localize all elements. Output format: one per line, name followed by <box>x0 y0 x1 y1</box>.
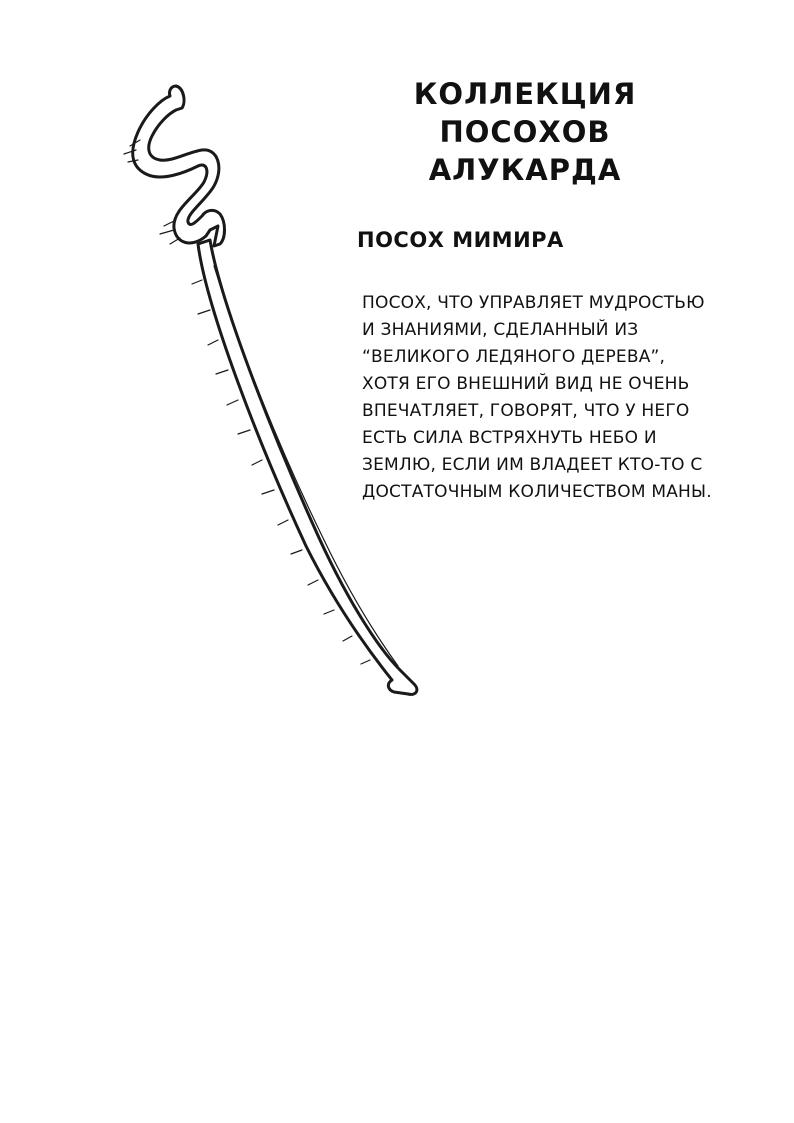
description-line-5: ВПЕЧАТЛЯЕТ, ГОВОРЯТ, ЧТО У НЕГО <box>362 401 690 421</box>
description-line-6: ЕСТЬ СИЛА ВСТРЯХНУТЬ НЕБО И <box>362 428 657 448</box>
description-line-8: ДОСТАТОЧНЫМ КОЛИЧЕСТВОМ МАНЫ. <box>362 482 712 502</box>
title-line-3: АЛУКАРДА <box>428 153 622 187</box>
description-line-1: ПОСОХ, ЧТО УПРАВЛЯЕТ МУДРОСТЬЮ <box>362 293 705 313</box>
description-line-7: ЗЕМЛЮ, ЕСЛИ ИМ ВЛАДЕЕТ КТО-ТО С <box>362 455 703 475</box>
description-line-4: ХОТЯ ЕГО ВНЕШНИЙ ВИД НЕ ОЧЕНЬ <box>362 374 690 394</box>
staff-name-heading: ПОСОХ МИМИРА <box>357 228 564 252</box>
staff-curled-top <box>133 86 225 246</box>
description-line-2: И ЗНАНИЯМИ, СДЕЛАННЫЙ ИЗ <box>362 320 639 340</box>
collection-title <box>390 75 660 189</box>
title-line-1: КОЛЛЕКЦИЯ <box>413 77 637 111</box>
description-line-3: “ВЕЛИКОГО ЛЕДЯНОГО ДЕРЕВА”, <box>362 347 666 367</box>
title-line-2: ПОСОХОВ <box>439 115 611 149</box>
staff-description <box>362 290 772 506</box>
